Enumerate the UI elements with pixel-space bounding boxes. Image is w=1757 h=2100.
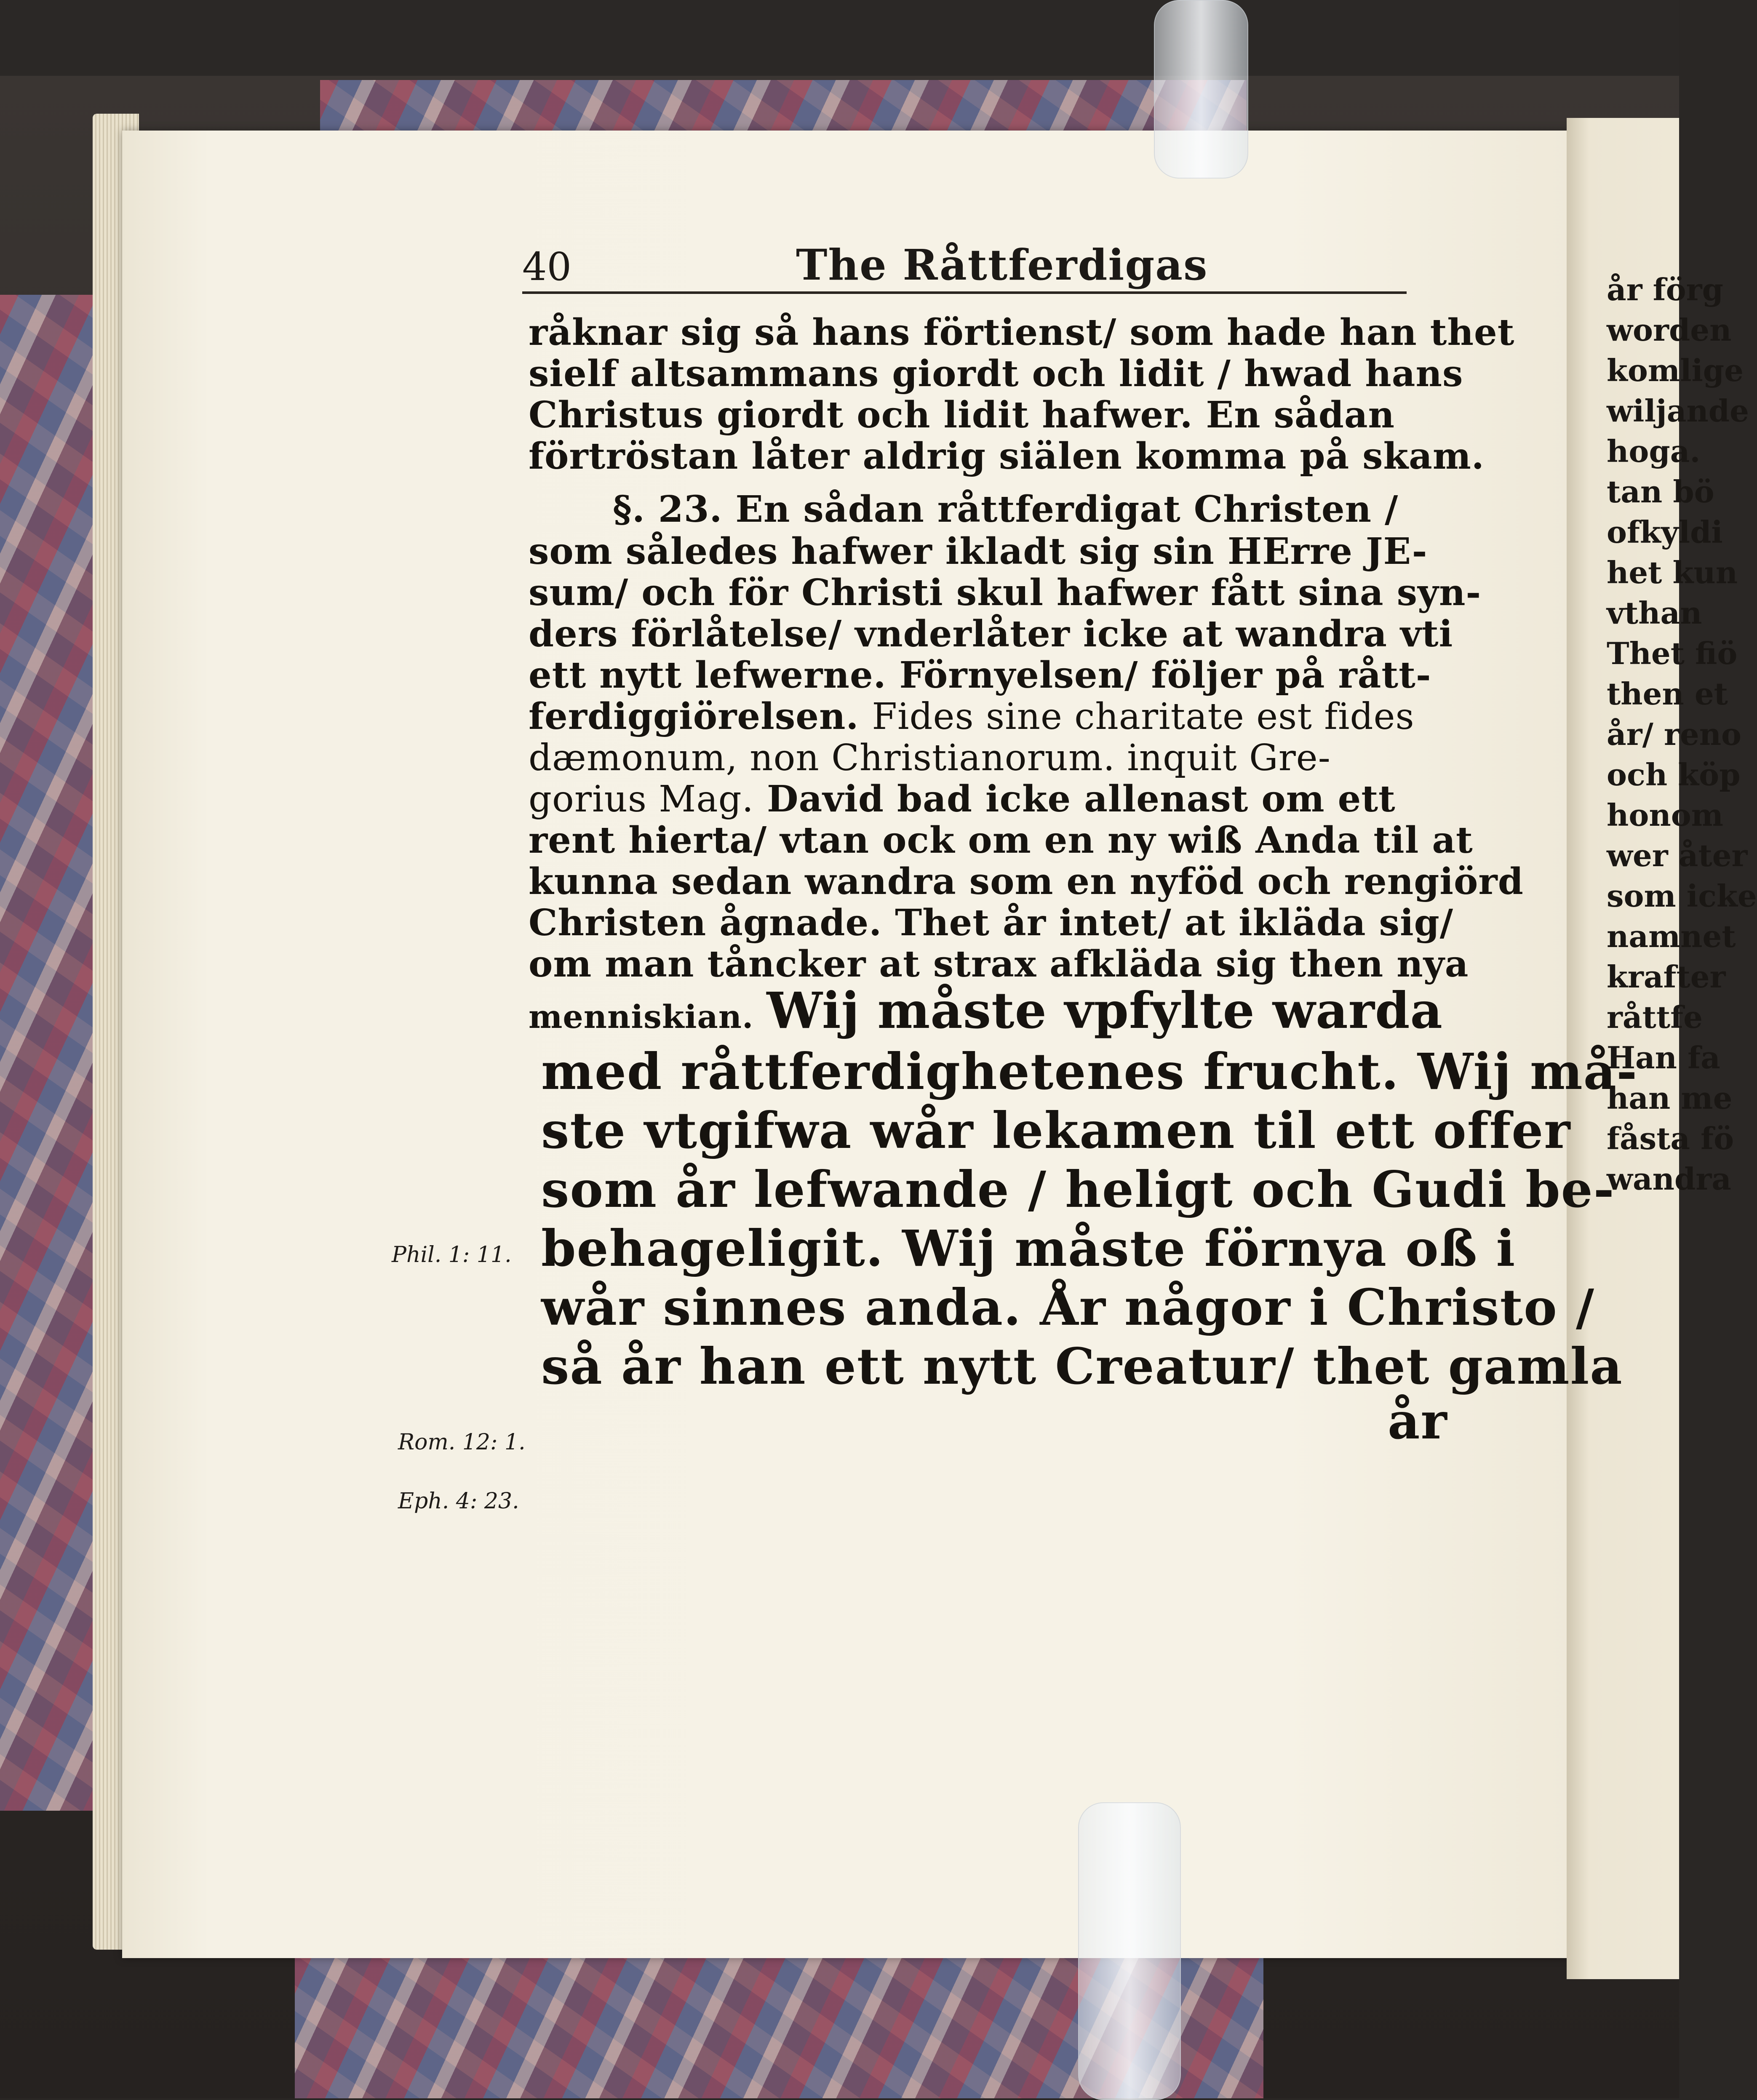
facing-line: then et	[1607, 676, 1728, 712]
facing-line: komlige	[1607, 352, 1744, 388]
margin-note-phil: Phil. 1: 11.	[392, 1242, 512, 1267]
facing-line: som icke	[1607, 878, 1757, 914]
text-line: Christus giordt och lidit hafwer. En sådan	[529, 394, 1395, 436]
margin-note-rom: Rom. 12: 1.	[398, 1430, 526, 1455]
latin-line: dæmonum, non Christianorum. inquit Gre-	[529, 737, 1331, 779]
text-line-large: som år lefwande / heligt och Gudi be-	[541, 1160, 1615, 1219]
header-rule	[522, 291, 1407, 294]
text-line: sum/ och för Christi skul hafwer fått sina syn-	[529, 571, 1482, 614]
facing-line: hoga.	[1607, 433, 1701, 469]
text-fragment: ferdiggiörelsen.	[529, 695, 859, 738]
text-line: råknar sig så hans förtienst/ som hade han thet	[529, 311, 1515, 354]
catchword: år	[1388, 1392, 1448, 1450]
text-line: om man tåncker at strax afkläda sig then nya	[529, 943, 1469, 985]
text-line: ett nytt lefwerne. Förnyelsen/ följer på rått-	[529, 654, 1431, 696]
running-head	[522, 240, 1419, 295]
text-line: sielf altsammans giordt och lidit / hwad hans	[529, 352, 1463, 395]
text-line: kunna sedan wandra som en nyföd och rengiörd	[529, 860, 1524, 903]
facing-line: år förg	[1607, 272, 1723, 307]
text-line-large: ste vtgifwa wår lekamen til ett offer	[541, 1101, 1571, 1160]
facing-line: Thet fiö	[1607, 635, 1738, 671]
text-fragment-large: Wij måste vpfylte warda	[766, 981, 1443, 1040]
text-line	[529, 696, 1415, 738]
page-number: 40	[522, 244, 572, 289]
facing-line: krafter	[1607, 959, 1726, 995]
text-line: Christen ågnade. Thet år intet/ at ikläda sig/	[529, 902, 1454, 944]
facing-line: namnet	[1607, 918, 1736, 954]
facing-line: wer åter	[1607, 838, 1748, 873]
margin-note-eph: Eph. 4: 23.	[398, 1489, 519, 1514]
text-line	[529, 778, 1396, 820]
text-line: ders förlåtelse/ vnderlåter icke at wandra vti	[529, 613, 1453, 655]
facing-line: het kun	[1607, 555, 1738, 590]
facing-line: han me	[1607, 1080, 1733, 1116]
text-line-large: wår sinnes anda. År någor i Christo /	[541, 1278, 1595, 1337]
text-line: förtröstan låter aldrig siälen komma på skam.	[529, 435, 1485, 478]
text-line-large: så år han ett nytt Creatur/ thet gamla	[541, 1337, 1623, 1396]
text-line: rent hierta/ vtan ock om en ny wiß Anda til at	[529, 819, 1473, 862]
text-line-large: med råttferdighetenes frucht. Wij må-	[541, 1042, 1638, 1101]
facing-line: år/ reno	[1607, 716, 1742, 752]
page-clip-top	[1154, 0, 1248, 179]
text-line	[529, 981, 1443, 1040]
running-head-title: The Råttferdigas	[796, 240, 1208, 290]
section-start-line: §. 23. En sådan råttferdigat Christen /	[613, 488, 1399, 531]
facing-line: Han fa	[1607, 1040, 1720, 1075]
text-line: som således hafwer ikladt sig sin HErre JE-	[529, 530, 1428, 573]
facing-line: wandra	[1607, 1161, 1731, 1197]
facing-line: honom	[1607, 797, 1723, 833]
facing-line: och köp	[1607, 757, 1741, 793]
facing-line: tan bö	[1607, 474, 1714, 510]
page-clip-bottom	[1078, 1802, 1181, 2100]
marbled-endpaper-top	[320, 80, 1247, 131]
facing-line: wiljande	[1607, 393, 1749, 429]
facing-line: ofkyldi	[1607, 514, 1723, 550]
latin-fragment: gorius Mag.	[529, 778, 754, 820]
text-line-large: behageligit. Wij måste förnya oß i	[541, 1219, 1516, 1278]
latin-fragment: Fides sine charitate est fides	[872, 696, 1415, 738]
facing-line: fåsta fö	[1607, 1121, 1734, 1156]
text-fragment: David bad icke allenast om ett	[766, 778, 1396, 820]
facing-line: vthan	[1607, 595, 1702, 631]
facing-line: råttfe	[1607, 999, 1703, 1035]
text-fragment: menniskian.	[529, 998, 754, 1035]
facing-line: worden	[1607, 312, 1732, 348]
